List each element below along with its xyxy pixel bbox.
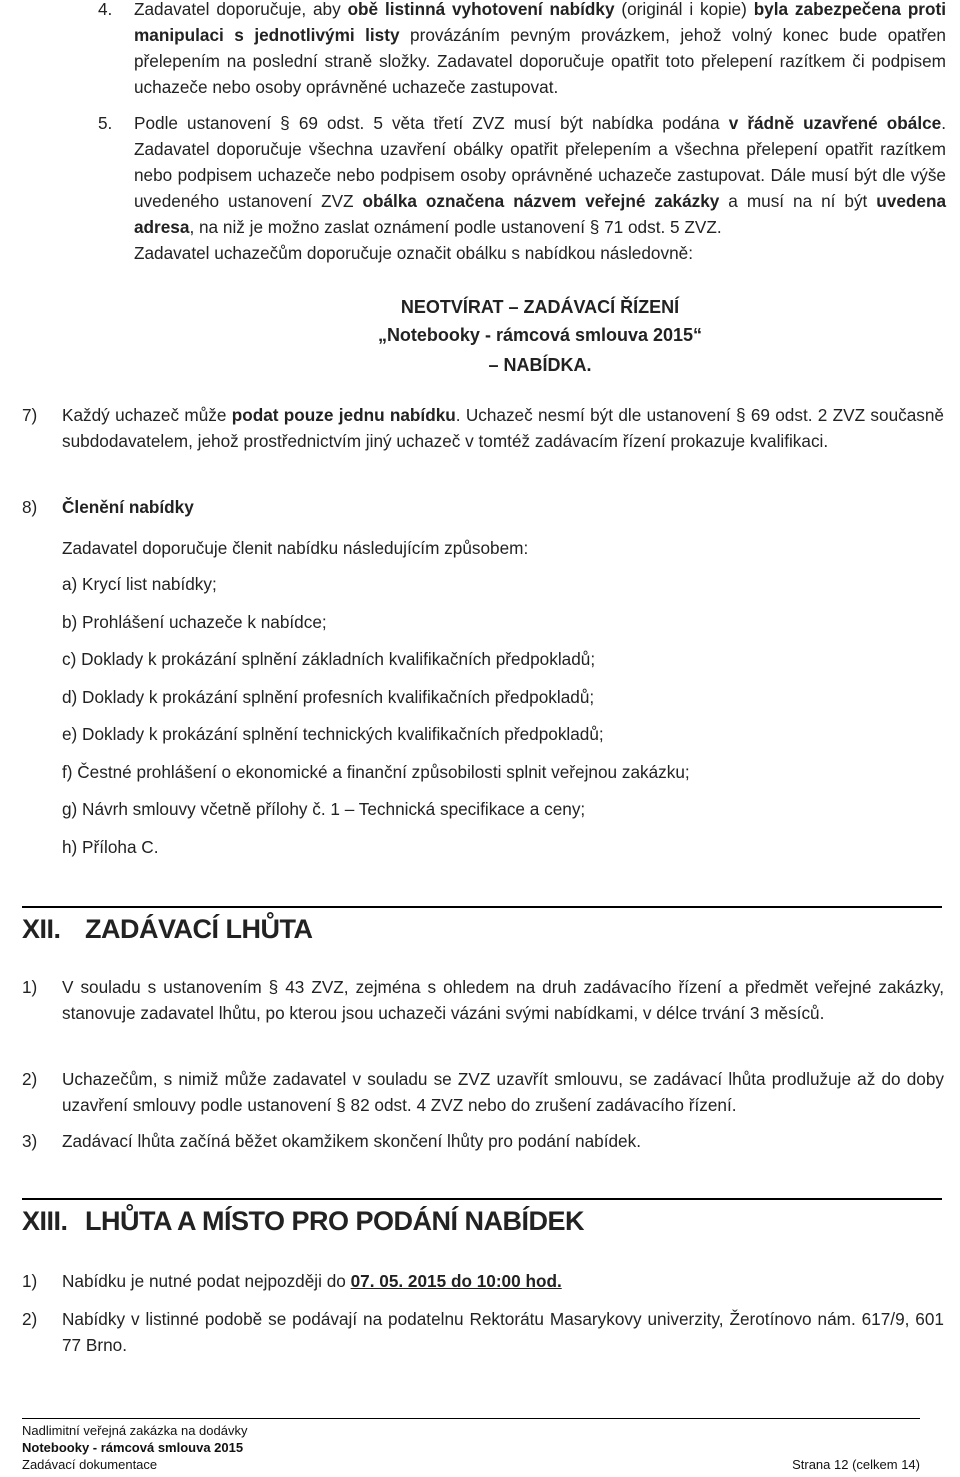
list-item: b) Prohlášení uchazeče k nabídce; bbox=[62, 611, 327, 632]
item-number: 5. bbox=[98, 113, 113, 133]
list-item: d) Doklady k prokázání splnění profesních kvalifikačních předpokladů; bbox=[62, 686, 595, 707]
item-number: 3) bbox=[22, 1131, 38, 1151]
deadline-date: 07. 05. 2015 do 10:00 hod. bbox=[350, 1271, 562, 1291]
item-number: 8) bbox=[22, 497, 38, 517]
offer-structure-list bbox=[62, 571, 942, 871]
section-number: XII. bbox=[22, 914, 61, 944]
section-number: XIII. bbox=[22, 1206, 68, 1236]
envelope-line-3: – NABÍDKA. bbox=[488, 355, 592, 375]
page-number: Strana 12 (celkem 14) bbox=[792, 1457, 920, 1472]
list-item: c) Doklady k prokázání splnění základních kvalifikačních předpokladů; bbox=[62, 649, 596, 669]
list-item: f) Čestné prohlášení o ekonomické a finanční způsobilosti splnit veřejnou zakázku; bbox=[62, 761, 690, 782]
footer-line-1: Nadlimitní veřejná zakázka na dodávky bbox=[22, 1423, 248, 1438]
paragraph-7: Každý uchazeč může podat pouze jednu nabídku. Uchazeč nesmí být dle ustanovení § 69 odst. 2 ZVZ současně subdodavatelem, jehož prostřednictvím jiný uchazeč v tomtéž zadávacím řízení prokazuje kvalifikaci. bbox=[62, 405, 944, 451]
envelope-instruction: Zadavatel uchazečům doporučuje označit obálku s nabídkou následovně: bbox=[134, 243, 693, 263]
section-heading-xiii bbox=[22, 1198, 942, 1234]
paragraph-5: Podle ustanovení § 69 odst. 5 věta třetí ZVZ musí být nabídka podána v řádně uzavřené obálce. Zadavatel doporučuje všechna uzavření obálky opatřit přelepením a všechna přelepení opatřit razítkem nebo podpisem uchazeče nebo podpisem osoby oprávněné uchazeče zastupovat. Dále musí být dle výše uvedeného ustanovení ZVZ obálka označena názvem veřejné zakázky a musí na ní být uvedena adresa, na niž je možno zaslat oznámení podle ustanovení § 71 odst. 5 ZVZ. bbox=[134, 113, 947, 237]
section-heading-xii bbox=[22, 906, 942, 942]
section-title: ZADÁVACÍ LHŮTA bbox=[85, 914, 313, 944]
footer-line-3: Zadávací dokumentace bbox=[22, 1457, 158, 1472]
offer-structure-intro: Zadavatel doporučuje členit nabídku následujícím způsobem: bbox=[62, 538, 529, 558]
paragraph: Zadávací lhůta začíná běžet okamžikem skončení lhůty pro podání nabídek. bbox=[62, 1131, 641, 1151]
paragraph-deadline: Nabídku je nutné podat nejpozději do 07. 05. 2015 do 10:00 hod. bbox=[62, 1271, 562, 1291]
list-item: h) Příloha C. bbox=[62, 836, 159, 857]
footer-line-2: Notebooky - rámcová smlouva 2015 bbox=[22, 1440, 244, 1455]
envelope-line-2: „Notebooky - rámcová smlouva 2015“ bbox=[377, 325, 703, 345]
paragraph-address: Nabídky v listinné podobě se podávají na podatelnu Rektorátu Masarykovy univerzity, Žerotínovo nám. 617/9, 601 77 Brno. bbox=[62, 1309, 944, 1355]
envelope-line-1: NEOTVÍRAT – ZADÁVACÍ ŘÍZENÍ bbox=[400, 297, 680, 317]
item-number: 2) bbox=[22, 1309, 38, 1329]
list-item: a) Krycí list nabídky; bbox=[62, 574, 217, 594]
page-footer bbox=[22, 1418, 920, 1473]
item-number: 1) bbox=[22, 977, 38, 997]
item-number: 4. bbox=[98, 0, 113, 19]
paragraph: V souladu s ustanovením § 43 ZVZ, zejména s ohledem na druh zadávacího řízení a předmět veřejné zakázky, stanovuje zadavatel lhůtu, po kterou jsou uchazeči vázáni svými nabídkami, v délce trvání 3 měsíců. bbox=[62, 977, 944, 1023]
item-number: 1) bbox=[22, 1271, 38, 1291]
list-item: g) Návrh smlouvy včetně přílohy č. 1 – Technická specifikace a ceny; bbox=[62, 799, 586, 819]
list-item: e) Doklady k prokázání splnění technických kvalifikačních předpokladů; bbox=[62, 724, 604, 744]
section-title: LHŮTA A MÍSTO PRO PODÁNÍ NABÍDEK bbox=[85, 1206, 585, 1236]
item-number: 2) bbox=[22, 1069, 38, 1089]
paragraph-4: Zadavatel doporučuje, aby obě listinná vyhotovení nabídky (originál i kopie) byla zabezpečena proti manipulaci s jednotlivými listy provázáním pevným provázkem, jehož volný konec bude opatřen přelepením na poslední straně složky. Zadavatel doporučuje opatřit toto přelepení razítkem či podpisem uchazeče nebo osoby oprávněné uchazeče zastupovat. bbox=[134, 0, 946, 97]
section-title-offer-structure: Členění nabídky bbox=[62, 497, 194, 517]
paragraph: Uchazečům, s nimiž může zadavatel v souladu se ZVZ uzavřít smlouvu, se zadávací lhůta prodlužuje až do doby uzavření smlouvy podle ustanovení § 82 odst. 4 ZVZ nebo do zrušení zadávacího řízení. bbox=[62, 1069, 944, 1115]
item-number: 7) bbox=[22, 405, 38, 425]
